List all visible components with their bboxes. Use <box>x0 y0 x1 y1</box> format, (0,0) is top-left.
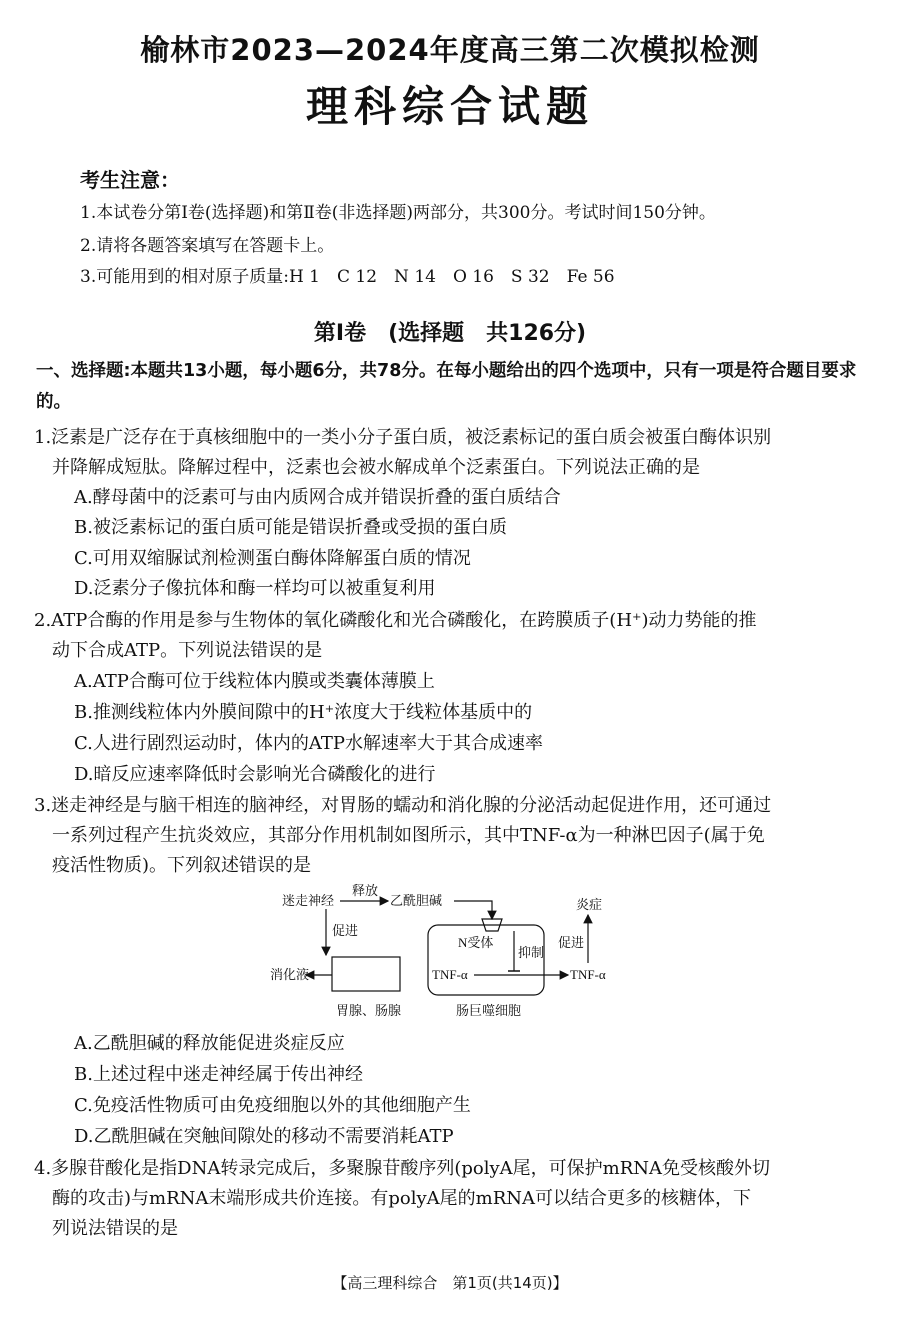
diagram-release-label: 释放 <box>352 883 379 898</box>
question-2-option-c: C.人进行剧烈运动时，体内的ATP水解速率大于其合成速率 <box>74 733 543 754</box>
question-1-option-d: D.泛素分子像抗体和酶一样均可以被重复利用 <box>74 578 436 599</box>
exam-subtitle: 理科综合试题 <box>305 82 594 131</box>
diagram-macrophage-label: 肠巨噬细胞 <box>456 1003 522 1018</box>
notice-item-1: 1.本试卷分第Ⅰ卷(选择题)和第Ⅱ卷(非选择题)两部分，共300分。考试时间150分钟。 <box>80 203 716 223</box>
diagram-inflammation-label: 炎症 <box>576 897 603 912</box>
mechanism-diagram <box>270 875 630 1025</box>
question-3-option-c: C.免疫活性物质可由免疫细胞以外的其他细胞产生 <box>74 1095 471 1116</box>
diagram-ach-arrow <box>454 901 492 919</box>
section-instructions: 一、选择题:本题共13小题，每小题6分，共78分。在每小题给出的四个选项中，只有一项是符合题目要求的。 <box>36 361 857 412</box>
question-4-line-2: 酶的攻击)与mRNA末端形成共价连接。有polyA尾的mRNA可以结合更多的核糖体，下 <box>52 1188 752 1209</box>
diagram-digestive-label: 消化液 <box>270 967 310 982</box>
question-2-option-d: D.暗反应速率降低时会影响光合磷酸化的进行 <box>74 764 436 785</box>
question-3-line-3: 疫活性物质)。下列叙述错误的是 <box>52 855 312 876</box>
question-4-line-3: 列说法错误的是 <box>52 1218 178 1239</box>
diagram-receptor-label: N受体 <box>458 935 494 950</box>
diagram-gland-label: 胃腺、肠腺 <box>336 1003 402 1018</box>
question-2-line-2: 动下合成ATP。下列说法错误的是 <box>52 640 323 661</box>
question-4-line-1: 4.多腺苷酸化是指DNA转录完成后，多聚腺苷酸序列(polyA尾，可保护mRNA免受核酸外切 <box>34 1158 771 1179</box>
question-1-line-2: 并降解成短肽。降解过程中，泛素也会被水解成单个泛素蛋白。下列说法正确的是 <box>52 457 700 478</box>
page-footer: 【高三理科综合 第1页(共14页)】 <box>332 1274 568 1292</box>
question-3-line-2: 一系列过程产生抗炎效应，其部分作用机制如图所示，其中TNF-α为一种淋巴因子(属于免 <box>52 825 765 846</box>
diagram-tnf-outer: TNF-α <box>570 967 606 982</box>
diagram-inhibit-label: 抑制 <box>518 945 545 960</box>
question-2-option-b: B.推测线粒体内外膜间隙中的H⁺浓度大于线粒体基质中的 <box>74 702 533 723</box>
question-1-option-a: A.酵母菌中的泛素可与由内质网合成并错误折叠的蛋白质结合 <box>74 487 561 508</box>
notice-item-2: 2.请将各题答案填写在答题卡上。 <box>80 236 335 256</box>
notice-item-3: 3.可能用到的相对原子质量:H 1 C 12 N 14 O 16 S 32 Fe 56 <box>80 267 615 287</box>
diagram-vagus-label: 迷走神经 <box>282 893 335 908</box>
question-1-line-1: 1.泛素是广泛存在于真核细胞中的一类小分子蛋白质，被泛素标记的蛋白质会被蛋白酶体识别 <box>34 427 772 448</box>
exam-title: 榆林市2023—2024年度高三第二次模拟检测 <box>140 33 760 67</box>
diagram-ach-label: 乙酰胆碱 <box>390 893 443 908</box>
question-2-option-a: A.ATP合酶可位于线粒体内膜或类囊体薄膜上 <box>74 671 435 692</box>
diagram-promote-label-2: 促进 <box>558 935 585 950</box>
question-3-option-a: A.乙酰胆碱的释放能促进炎症反应 <box>74 1033 345 1054</box>
question-1-option-b: B.被泛素标记的蛋白质可能是错误折叠或受损的蛋白质 <box>74 517 507 538</box>
diagram-promote-label-1: 促进 <box>332 923 359 938</box>
notice-heading: 考生注意： <box>80 168 180 192</box>
part-title: 第Ⅰ卷 (选择题 共126分) <box>313 321 587 346</box>
question-2-line-1: 2.ATP合酶的作用是参与生物体的氧化磷酸化和光合磷酸化，在跨膜质子(H⁺)动力势能的推 <box>34 610 757 631</box>
question-3-option-b: B.上述过程中迷走神经属于传出神经 <box>74 1064 363 1085</box>
diagram-tnf-inner: TNF-α <box>432 967 468 982</box>
question-3-line-1: 3.迷走神经是与脑干相连的脑神经，对胃肠的蠕动和消化腺的分泌活动起促进作用，还可通过 <box>34 795 772 816</box>
question-3-option-d: D.乙酰胆碱在突触间隙处的移动不需要消耗ATP <box>74 1126 454 1147</box>
diagram-gland-box <box>332 957 400 991</box>
question-1-option-c: C.可用双缩脲试剂检测蛋白酶体降解蛋白质的情况 <box>74 548 471 569</box>
